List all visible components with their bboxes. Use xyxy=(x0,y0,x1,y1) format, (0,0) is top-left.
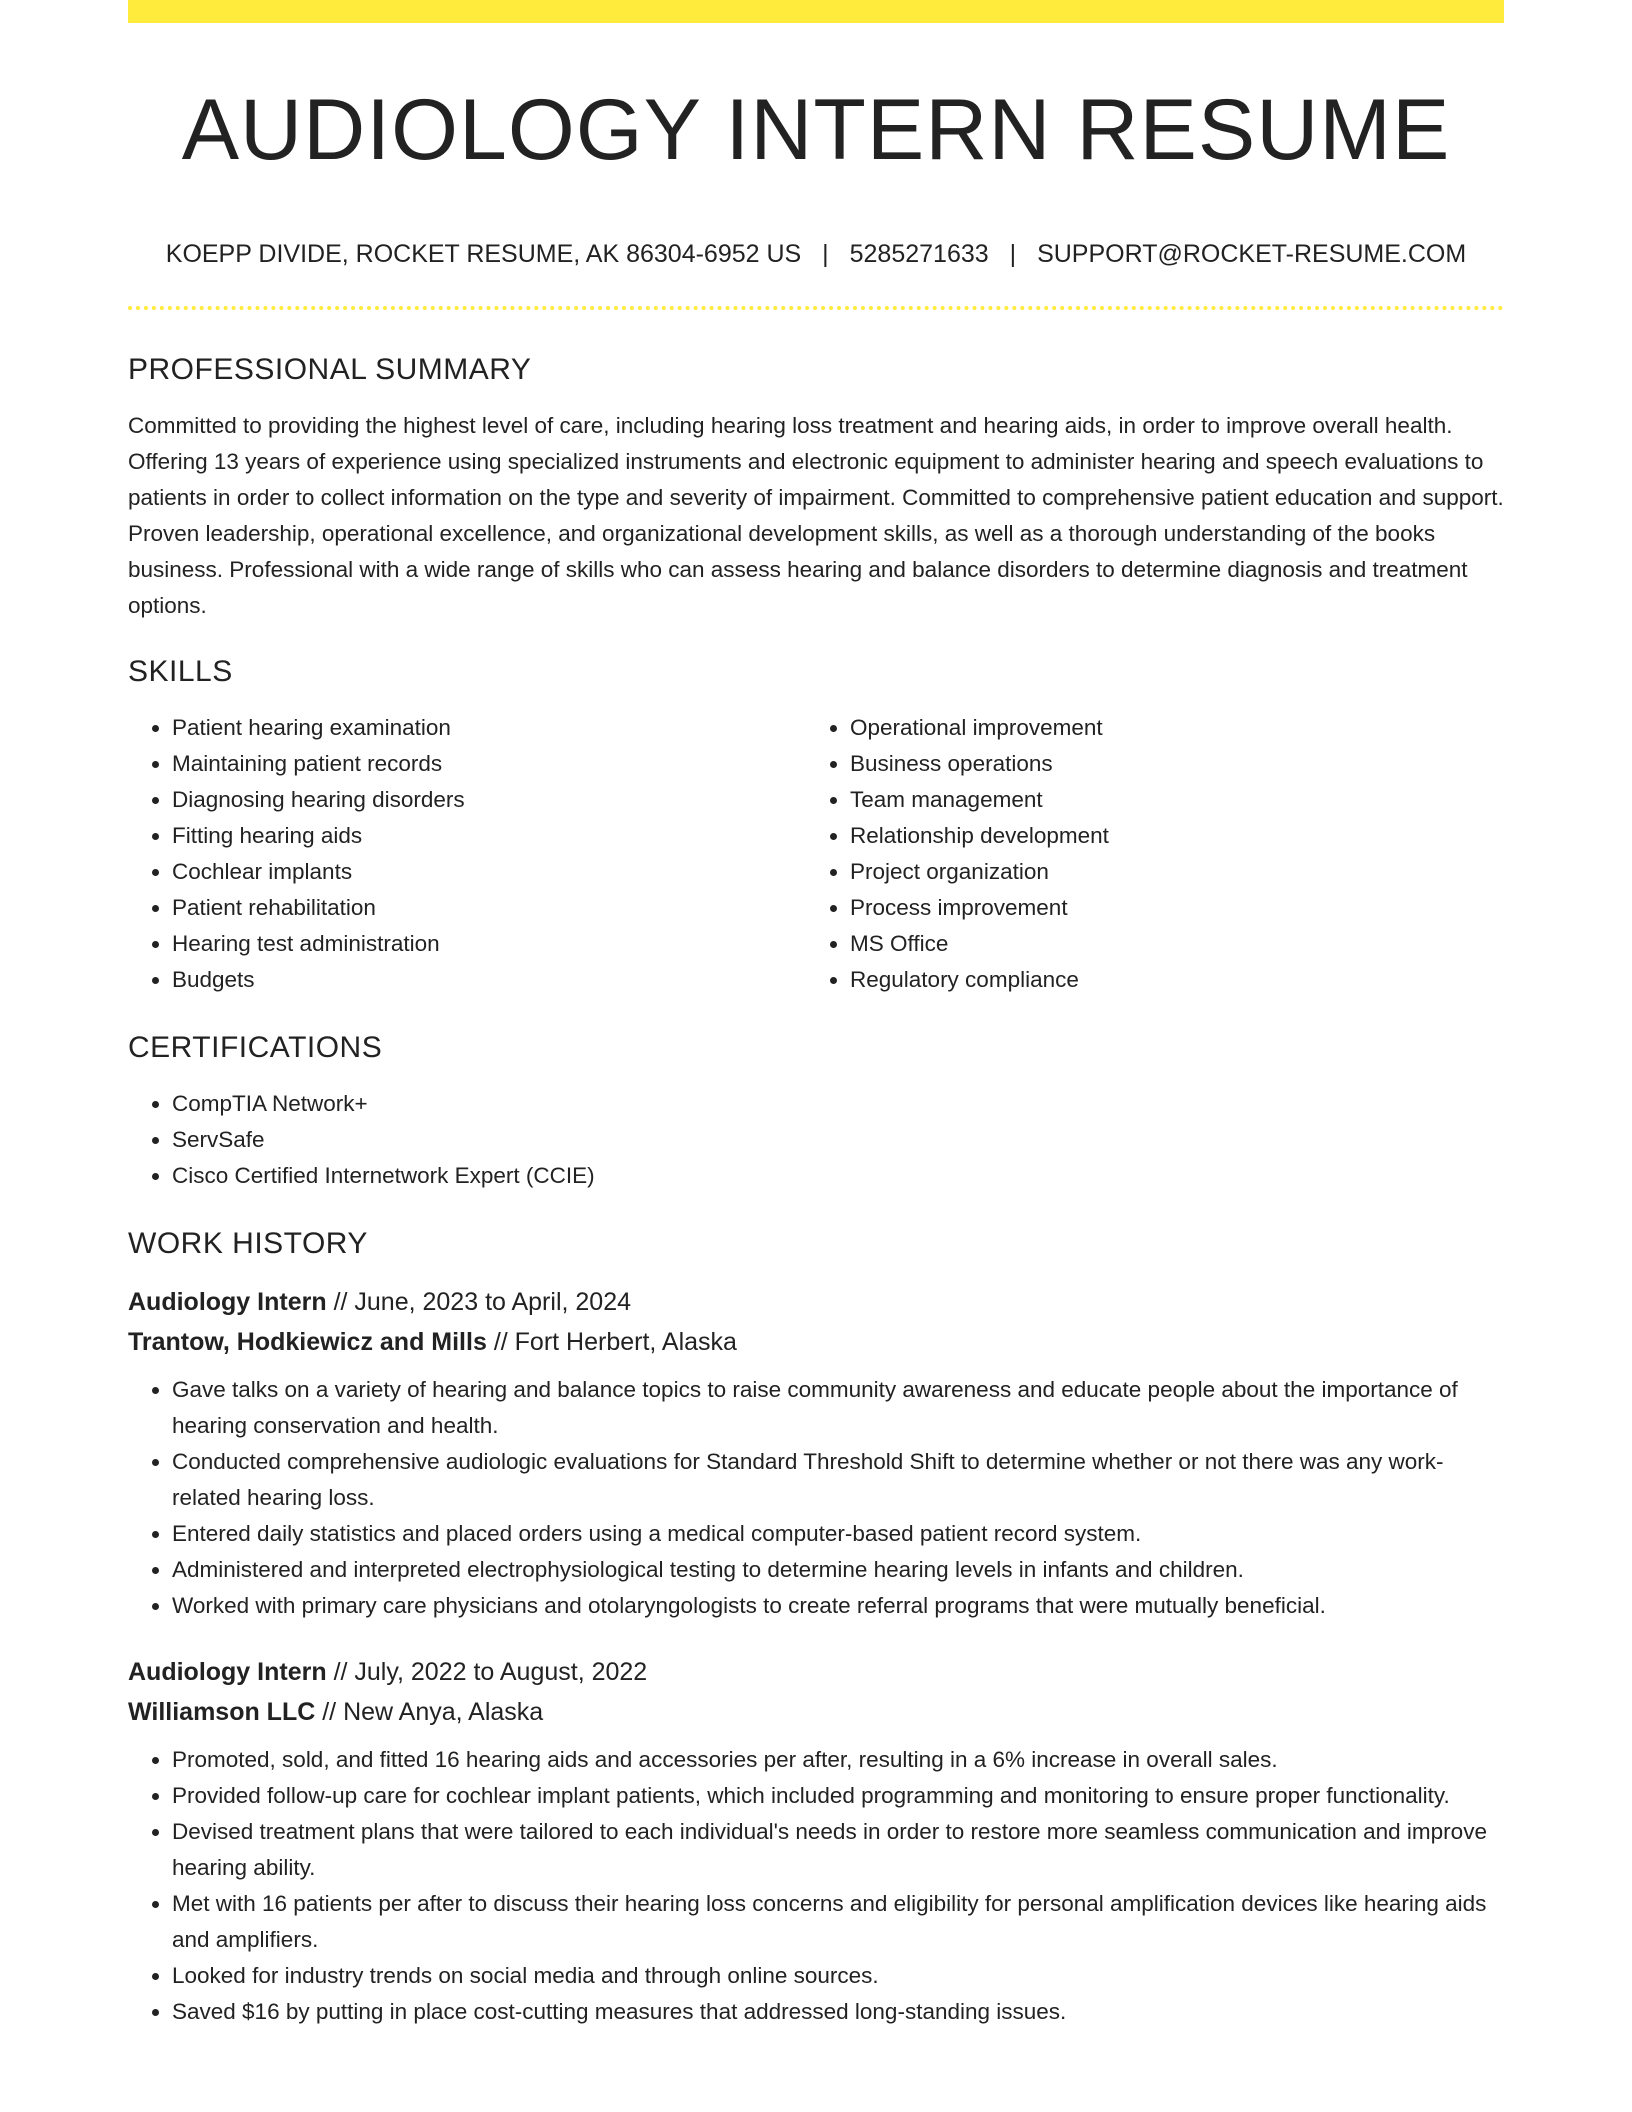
job-location: // New Anya, Alaska xyxy=(322,1698,544,1726)
job-company-line xyxy=(128,1322,1504,1362)
skill-item: • Hearing test administration xyxy=(172,926,806,962)
job-bullet: • Looked for industry trends on social media and through online sources. xyxy=(172,1958,1504,1994)
skill-item: • Cochlear implants xyxy=(172,854,806,890)
skill-item: • Project organization xyxy=(850,854,1484,890)
skills-section xyxy=(128,652,1504,998)
skill-item: • Process improvement xyxy=(850,890,1484,926)
skill-item: • Budgets xyxy=(172,962,806,998)
skill-item: • Regulatory compliance xyxy=(850,962,1484,998)
skills-list-right xyxy=(806,710,1484,998)
job-bullets xyxy=(128,1372,1504,1624)
job-bullet: • Provided follow-up care for cochlear implant patients, which included programming and monitoring to ensure proper functionality. xyxy=(172,1778,1504,1814)
job-bullet: • Administered and interpreted electrophysiological testing to determine hearing levels in infants and children. xyxy=(172,1552,1504,1588)
certification-item: • CompTIA Network+ xyxy=(172,1086,1504,1122)
certification-item: • Cisco Certified Internetwork Expert (CCIE) xyxy=(172,1158,1504,1194)
job-entry xyxy=(128,1282,1504,1624)
skills-list-left xyxy=(128,710,806,998)
contact-separator: | xyxy=(1009,240,1017,268)
skill-item: • Operational improvement xyxy=(850,710,1484,746)
job-bullet: • Saved $16 by putting in place cost-cutting measures that addressed long-standing issues. xyxy=(172,1994,1504,2030)
job-dates: // July, 2022 to August, 2022 xyxy=(333,1658,648,1686)
job-bullet: • Promoted, sold, and fitted 16 hearing aids and accessories per after, resulting in a 6% increase in overall sales. xyxy=(172,1742,1504,1778)
job-role: Audiology Intern xyxy=(128,1658,327,1686)
job-company-line xyxy=(128,1692,1504,1732)
skills-heading: SKILLS xyxy=(128,655,233,688)
certification-item: • ServSafe xyxy=(172,1122,1504,1158)
job-bullet: • Devised treatment plans that were tailored to each individual's needs in order to restore more seamless communication and improve hearing ability. xyxy=(172,1814,1504,1886)
skill-item: • Patient hearing examination xyxy=(172,710,806,746)
contact-email: SUPPORT@ROCKET-RESUME.COM xyxy=(1037,240,1467,268)
resume-content xyxy=(128,350,1504,2058)
job-bullet: • Conducted comprehensive audiologic evaluations for Standard Threshold Shift to determine whether or not there was any work-related hearing loss. xyxy=(172,1444,1504,1516)
job-bullets xyxy=(128,1742,1504,2030)
skill-item: • Relationship development xyxy=(850,818,1484,854)
job-bullet: • Met with 16 patients per after to discuss their hearing loss concerns and eligibility for personal amplification devices like hearing aids and amplifiers. xyxy=(172,1886,1504,1958)
job-bullet: • Worked with primary care physicians and otolaryngologists to create referral programs that were mutually beneficial. xyxy=(172,1588,1504,1624)
skill-item: • Diagnosing hearing disorders xyxy=(172,782,806,818)
contact-phone: 5285271633 xyxy=(849,240,989,268)
certifications-section xyxy=(128,1028,1504,1194)
resume-title: AUDIOLOGY INTERN RESUME xyxy=(181,82,1451,178)
job-company: Williamson LLC xyxy=(128,1698,316,1726)
job-location: // Fort Herbert, Alaska xyxy=(493,1328,737,1356)
skill-item: • Business operations xyxy=(850,746,1484,782)
certifications-heading: CERTIFICATIONS xyxy=(128,1031,383,1064)
contact-address: KOEPP DIVIDE, ROCKET RESUME, AK 86304-6952 US xyxy=(165,240,802,268)
skills-columns xyxy=(128,710,1504,998)
skill-item: • MS Office xyxy=(850,926,1484,962)
contact-line xyxy=(128,236,1504,272)
job-bullet: • Gave talks on a variety of hearing and balance topics to raise community awareness and educate people about the importance of hearing conservation and health. xyxy=(172,1372,1504,1444)
skill-item: • Maintaining patient records xyxy=(172,746,806,782)
job-bullet: • Entered daily statistics and placed orders using a medical computer-based patient record system. xyxy=(172,1516,1504,1552)
job-dates: // June, 2023 to April, 2024 xyxy=(333,1288,631,1316)
skill-item: • Team management xyxy=(850,782,1484,818)
work-history-section xyxy=(128,1224,1504,2030)
job-entry xyxy=(128,1652,1504,2030)
contact-separator: | xyxy=(822,240,829,268)
certifications-list xyxy=(128,1086,1504,1194)
dotted-divider xyxy=(128,306,1504,310)
summary-section xyxy=(128,350,1504,624)
job-title-line xyxy=(128,1282,1504,1322)
skill-item: • Patient rehabilitation xyxy=(172,890,806,926)
accent-top-bar xyxy=(128,0,1504,23)
summary-text: Committed to providing the highest level of care, including hearing loss treatment and hearing aids, in order to improve overall health. Offering 13 years of experience using specialized instruments and electronic equipment to administer hearing and speech evaluations to patients in order to collect information on the type and severity of impairment. Committed to comprehensive patient education and support. Proven leadership, operational excellence, and organizational development skills, as well as a thorough understanding of the books business. Professional with a wide range of skills who can assess hearing and balance disorders to determine diagnosis and treatment options. xyxy=(128,413,1504,618)
summary-heading: PROFESSIONAL SUMMARY xyxy=(128,353,532,386)
job-company: Trantow, Hodkiewicz and Mills xyxy=(128,1328,487,1356)
job-role: Audiology Intern xyxy=(128,1288,327,1316)
skill-item: • Fitting hearing aids xyxy=(172,818,806,854)
work-history-heading: WORK HISTORY xyxy=(128,1227,368,1260)
job-title-line xyxy=(128,1652,1504,1692)
